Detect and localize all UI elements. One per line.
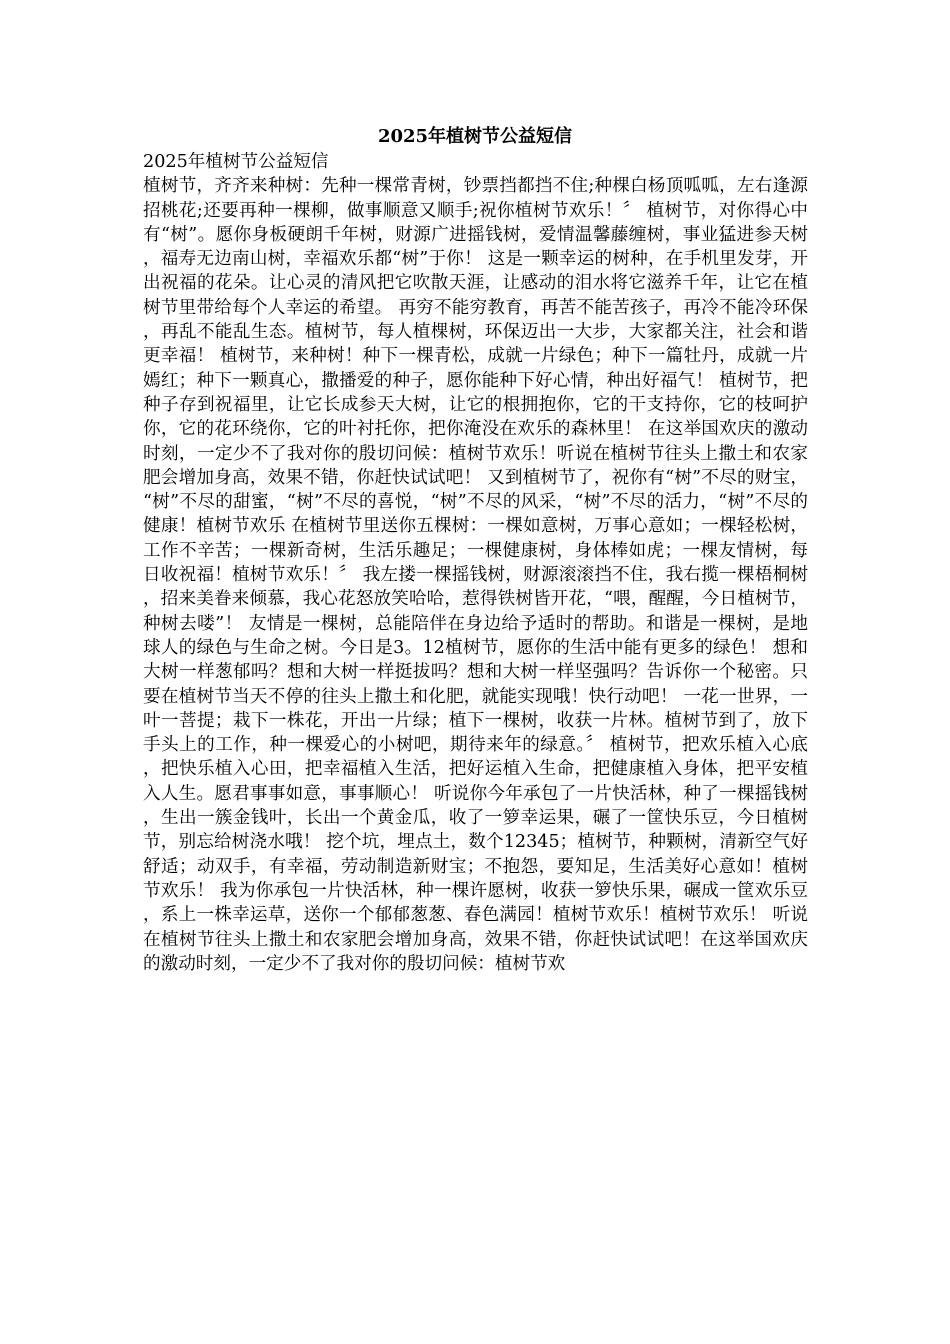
document-subtitle: 2025年植树节公益短信 bbox=[143, 152, 329, 172]
document-body-text: 植树节，齐齐来种树：先种一棵常青树，钞票挡都挡不住;种棵白杨顶呱呱，左右逢源招桃花;还要再种一棵柳，做事顺意又顺手;祝你植树节欢乐！〞 植树节，对你得心中有“树”。愿你身板硬朗千年树，财源广进摇钱树，爱情温馨藤缠树，事业猛进参天树，福寿无边南山树，幸福欢乐都“树”于你！ 这是一颗幸运的树种，在手机里发芽，开出祝福的花朵。让心灵的清风把它吹散天涯，让感动的泪水将它滋养千年，让它在植树节里带给每个人幸运的希望。 再穷不能穷教育，再苦不能苦孩子，再冷不能冷环保，再乱不能乱生态。植树节，每人植棵树，环保迈出一大步，大家都关注，社会和谐更幸福！ 植树节，来种树！种下一棵青松，成就一片绿色；种下一篇牡丹，成就一片嫣红；种下一颗真心，撒播爱的种子，愿你能种下好心情，种出好福气！ 植树节，把种子存到祝福里，让它长成参天大树，让它的根拥抱你，它的干支持你，它的枝呵护你，它的花环绕你，它的叶衬托你，把你淹没在欢乐的森林里！ 在这举国欢庆的激动时刻，一定少不了我对你的殷切问候：植树节欢乐！听说在植树节往头上撒土和农家肥会增加身高，效果不错，你赶快试试吧！ 又到植树节了，祝你有“树”不尽的财宝，“树”不尽的甜蜜，“树”不尽的喜悦，“树”不尽的风采，“树”不尽的活力，“树”不尽的健康！植树节欢乐 在植树节里送你五棵树：一棵如意树，万事心意如；一棵轻松树，工作不辛苦；一棵新奇树，生活乐趣足；一棵健康树，身体棒如虎；一棵友情树，每日收祝福！植树节欢乐！〞 我左搂一棵摇钱树，财源滚滚挡不住，我右揽一棵梧桐树，招来美眷来倾慕，我心花怒放笑哈哈，惹得铁树皆开花，“喂，醒醒，今日植树节，种树去喽”！ 友情是一棵树，总能陪伴在身边给予适时的帮助。和谐是一棵树，是地球人的绿色与生命之树。今日是3。12植树节，愿你的生活中能有更多的绿色！ 想和大树一样葱郁吗？想和大树一样挺拔吗？想和大树一样坚强吗？告诉你一个秘密。只要在植树节当天不停的往头上撒土和化肥，就能实现哦！快行动吧！ 一花一世界，一叶一菩提；栽下一株花，开出一片绿；植下一棵树，收获一片林。植树节到了，放下手头上的工作，种一棵爱心的小树吧，期待来年的绿意。〞 植树节，把欢乐植入心底，把快乐植入心田，把幸福植入生活，把好运植入生命，把健康植入身体，把平安植入人生。愿君事事如意，事事顺心！ 听说你今年承包了一片快活林，种了一棵摇钱树，生出一簇金钱叶，长出一个黄金瓜，收了一箩幸运果，碾了一筐快乐豆，今日植树节，别忘给树浇水哦！ 挖个坑，埋点土，数个12345；植树节，种颗树，清新空气好舒适；动双手，有幸福，劳动制造新财宝；不抱怨，要知足，生活美好心意如！植树节欢乐！ 我为你承包一片快活林，种一棵许愿树，收获一箩快乐果，碾成一筐欢乐豆，系上一株幸运草，送你一个郁郁葱葱、春色满园！植树节欢乐！植树节欢乐！ 听说在植树节往头上撒土和农家肥会增加身高，效果不错，你赶快试试吧！在这举国欢庆的激动时刻，一定少不了我对你的殷切问候：植树节欢 bbox=[143, 176, 808, 974]
document-content bbox=[143, 150, 808, 976]
page-title: 2025年植树节公益短信 bbox=[377, 126, 573, 147]
